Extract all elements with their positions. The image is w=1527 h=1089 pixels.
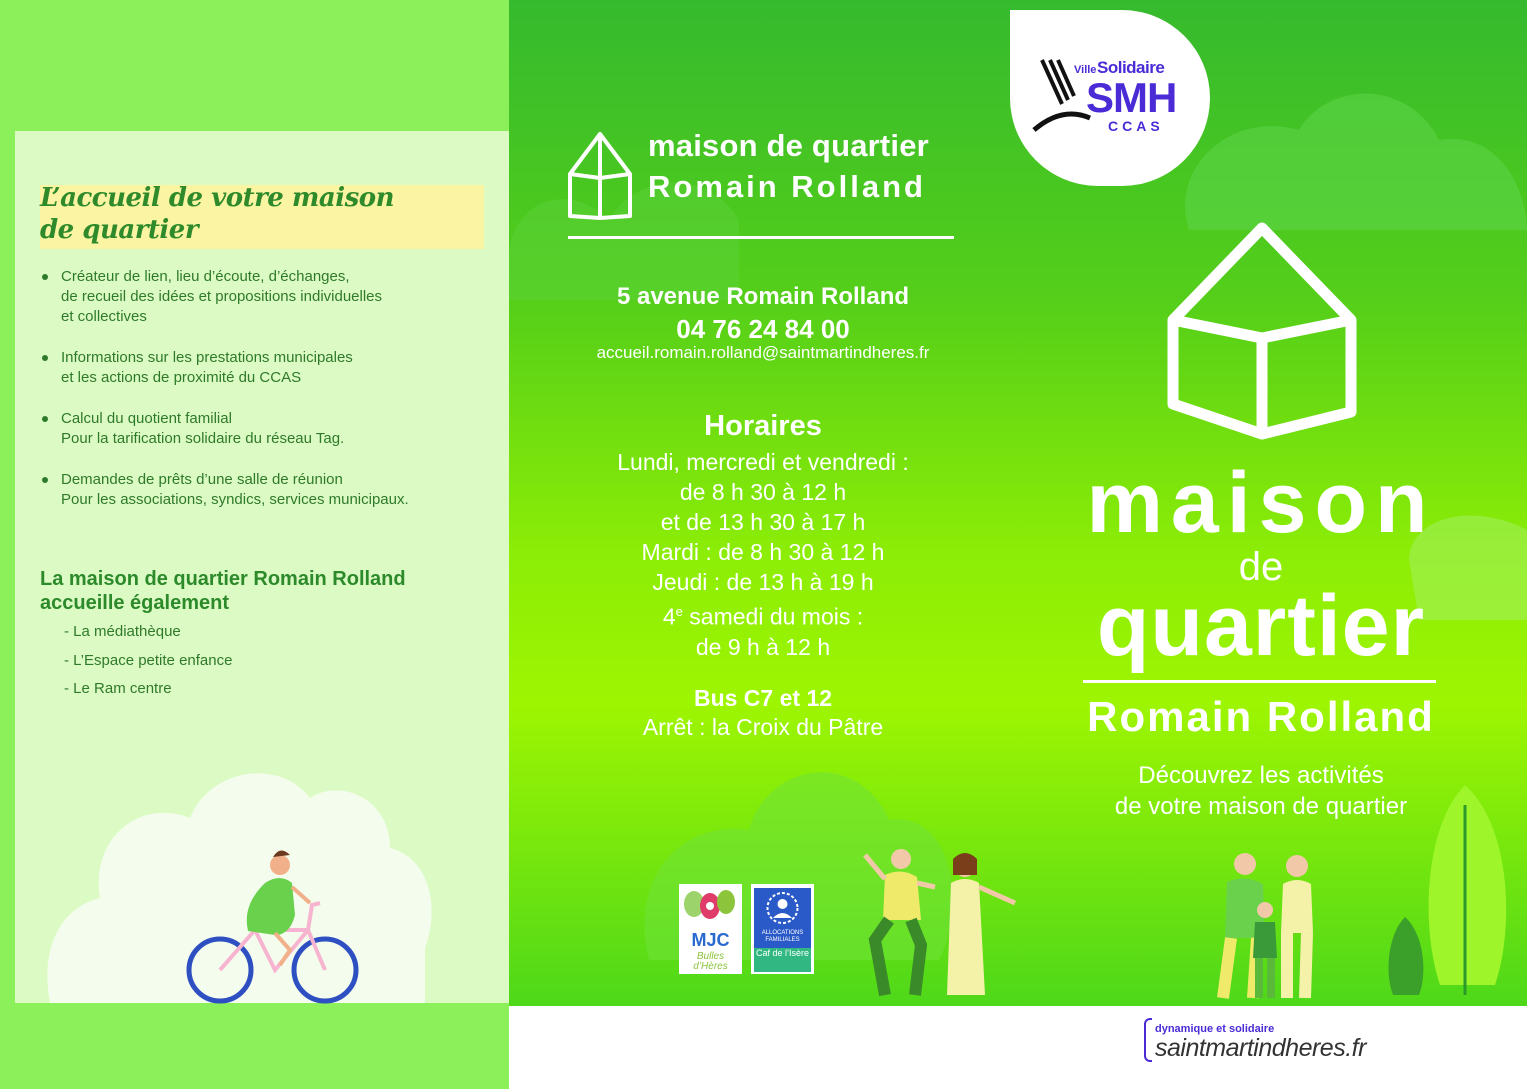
saturday-sup: e	[675, 604, 683, 619]
bicycle-illustration	[180, 845, 365, 1010]
accueil-title	[40, 182, 490, 246]
hours-title: Horaires	[704, 410, 822, 442]
list-item	[40, 348, 480, 388]
list-item	[40, 409, 480, 449]
mjc-text: MJC	[691, 930, 730, 950]
list-item: - Le Ram centre	[64, 680, 172, 697]
header-title: maison de quartier	[648, 128, 929, 163]
hours-line: Lundi, mercredi et vendredi :	[617, 449, 909, 475]
also-heading	[40, 567, 480, 615]
list-line: Pour les associations, syndics, services municipaux.	[61, 491, 409, 508]
saturday-num: 4	[662, 603, 676, 630]
cover-title-maison: maison	[1086, 455, 1436, 551]
cover-title-quartier: quartier	[1096, 578, 1426, 674]
logo-solidaire: Solidaire	[1097, 58, 1165, 77]
description-line: Découvrez les activités	[1138, 762, 1384, 789]
header-subtitle: Romain Rolland	[648, 169, 926, 204]
list-line: Pour la tarification solidaire du réseau Tag.	[61, 430, 345, 447]
also-heading-line: accueille également	[40, 592, 229, 614]
big-house-icon	[1165, 220, 1360, 442]
list-item	[40, 267, 480, 327]
email: accueil.romain.rolland@saintmartindheres.fr	[596, 343, 930, 362]
list-line: Calcul du quotient familial	[61, 410, 232, 427]
balloons-icon	[682, 888, 739, 932]
services-list	[40, 267, 480, 531]
footer-tagline: dynamique et solidaire	[1155, 1023, 1275, 1035]
title-line-1: L’accueil de votre maison	[40, 183, 395, 213]
caf-alloc-text: ALLOCATIONS FAMILIALES	[761, 930, 804, 943]
list-item: - L’Espace petite enfance	[64, 651, 233, 669]
saturday-rest: samedi du mois :	[682, 603, 864, 630]
address: 5 avenue Romain Rolland	[616, 283, 910, 310]
hours-line	[530, 597, 996, 632]
hours-line: de 8 h 30 à 12 h	[679, 479, 847, 505]
family-illustration	[1195, 848, 1335, 1006]
also-list	[64, 622, 232, 708]
bullet-dot-icon	[42, 416, 48, 422]
hours-line: Mardi : de 8 h 30 à 12 h	[641, 539, 885, 565]
people-illustration	[855, 845, 1025, 1005]
hours-line: de 9 h à 12 h	[695, 633, 831, 660]
bus-lines: Bus C7 et 12	[693, 685, 833, 711]
footer-url: saintmartindheres.fr	[1155, 1034, 1366, 1062]
cover-name: Romain Rolland	[1087, 693, 1435, 740]
list-line: Informations sur les prestations municipales	[61, 349, 353, 366]
bus-stop: Arrêt : la Croix du Pâtre	[642, 714, 884, 740]
description-line: de votre maison de quartier	[1114, 793, 1408, 820]
list-line: Demandes de prêts d’une salle de réunion	[61, 471, 343, 488]
list-line: et collectives	[61, 308, 147, 325]
cover-description	[1070, 760, 1452, 822]
divider	[568, 236, 954, 239]
also-heading-line: La maison de quartier Romain Rolland	[40, 568, 406, 590]
bullet-dot-icon	[42, 355, 48, 361]
phone: 04 76 24 84 00	[676, 314, 850, 344]
list-item: - La médiathèque	[64, 623, 181, 640]
house-icon	[566, 130, 634, 222]
title-line-2: de quartier	[40, 215, 199, 245]
hours-line: et de 13 h 30 à 17 h	[660, 509, 866, 535]
hours-line: Jeudi : de 13 h à 19 h	[652, 569, 874, 595]
hours-list	[530, 447, 996, 662]
cover-divider	[1083, 680, 1436, 683]
mjc-subtitle: Bulles d’Hères	[693, 951, 728, 972]
bullet-dot-icon	[42, 274, 48, 280]
logo-ville: Ville	[1074, 64, 1097, 76]
footer-bracket-icon	[1144, 1018, 1152, 1062]
cover-title-de: de	[1238, 545, 1284, 589]
caf-emblem-icon	[764, 890, 801, 926]
caf-name: Caf de l’Isère	[755, 948, 810, 958]
bullet-dot-icon	[42, 477, 48, 483]
logo-ccas: CCAS	[1108, 118, 1164, 134]
logo-smh: SMH	[1086, 74, 1177, 121]
list-line: de recueil des idées et propositions individuelles	[61, 288, 383, 305]
list-line: et les actions de proximité du CCAS	[61, 369, 302, 386]
list-line: Créateur de lien, lieu d’écoute, d’échanges,	[61, 268, 350, 285]
list-item	[40, 470, 480, 510]
